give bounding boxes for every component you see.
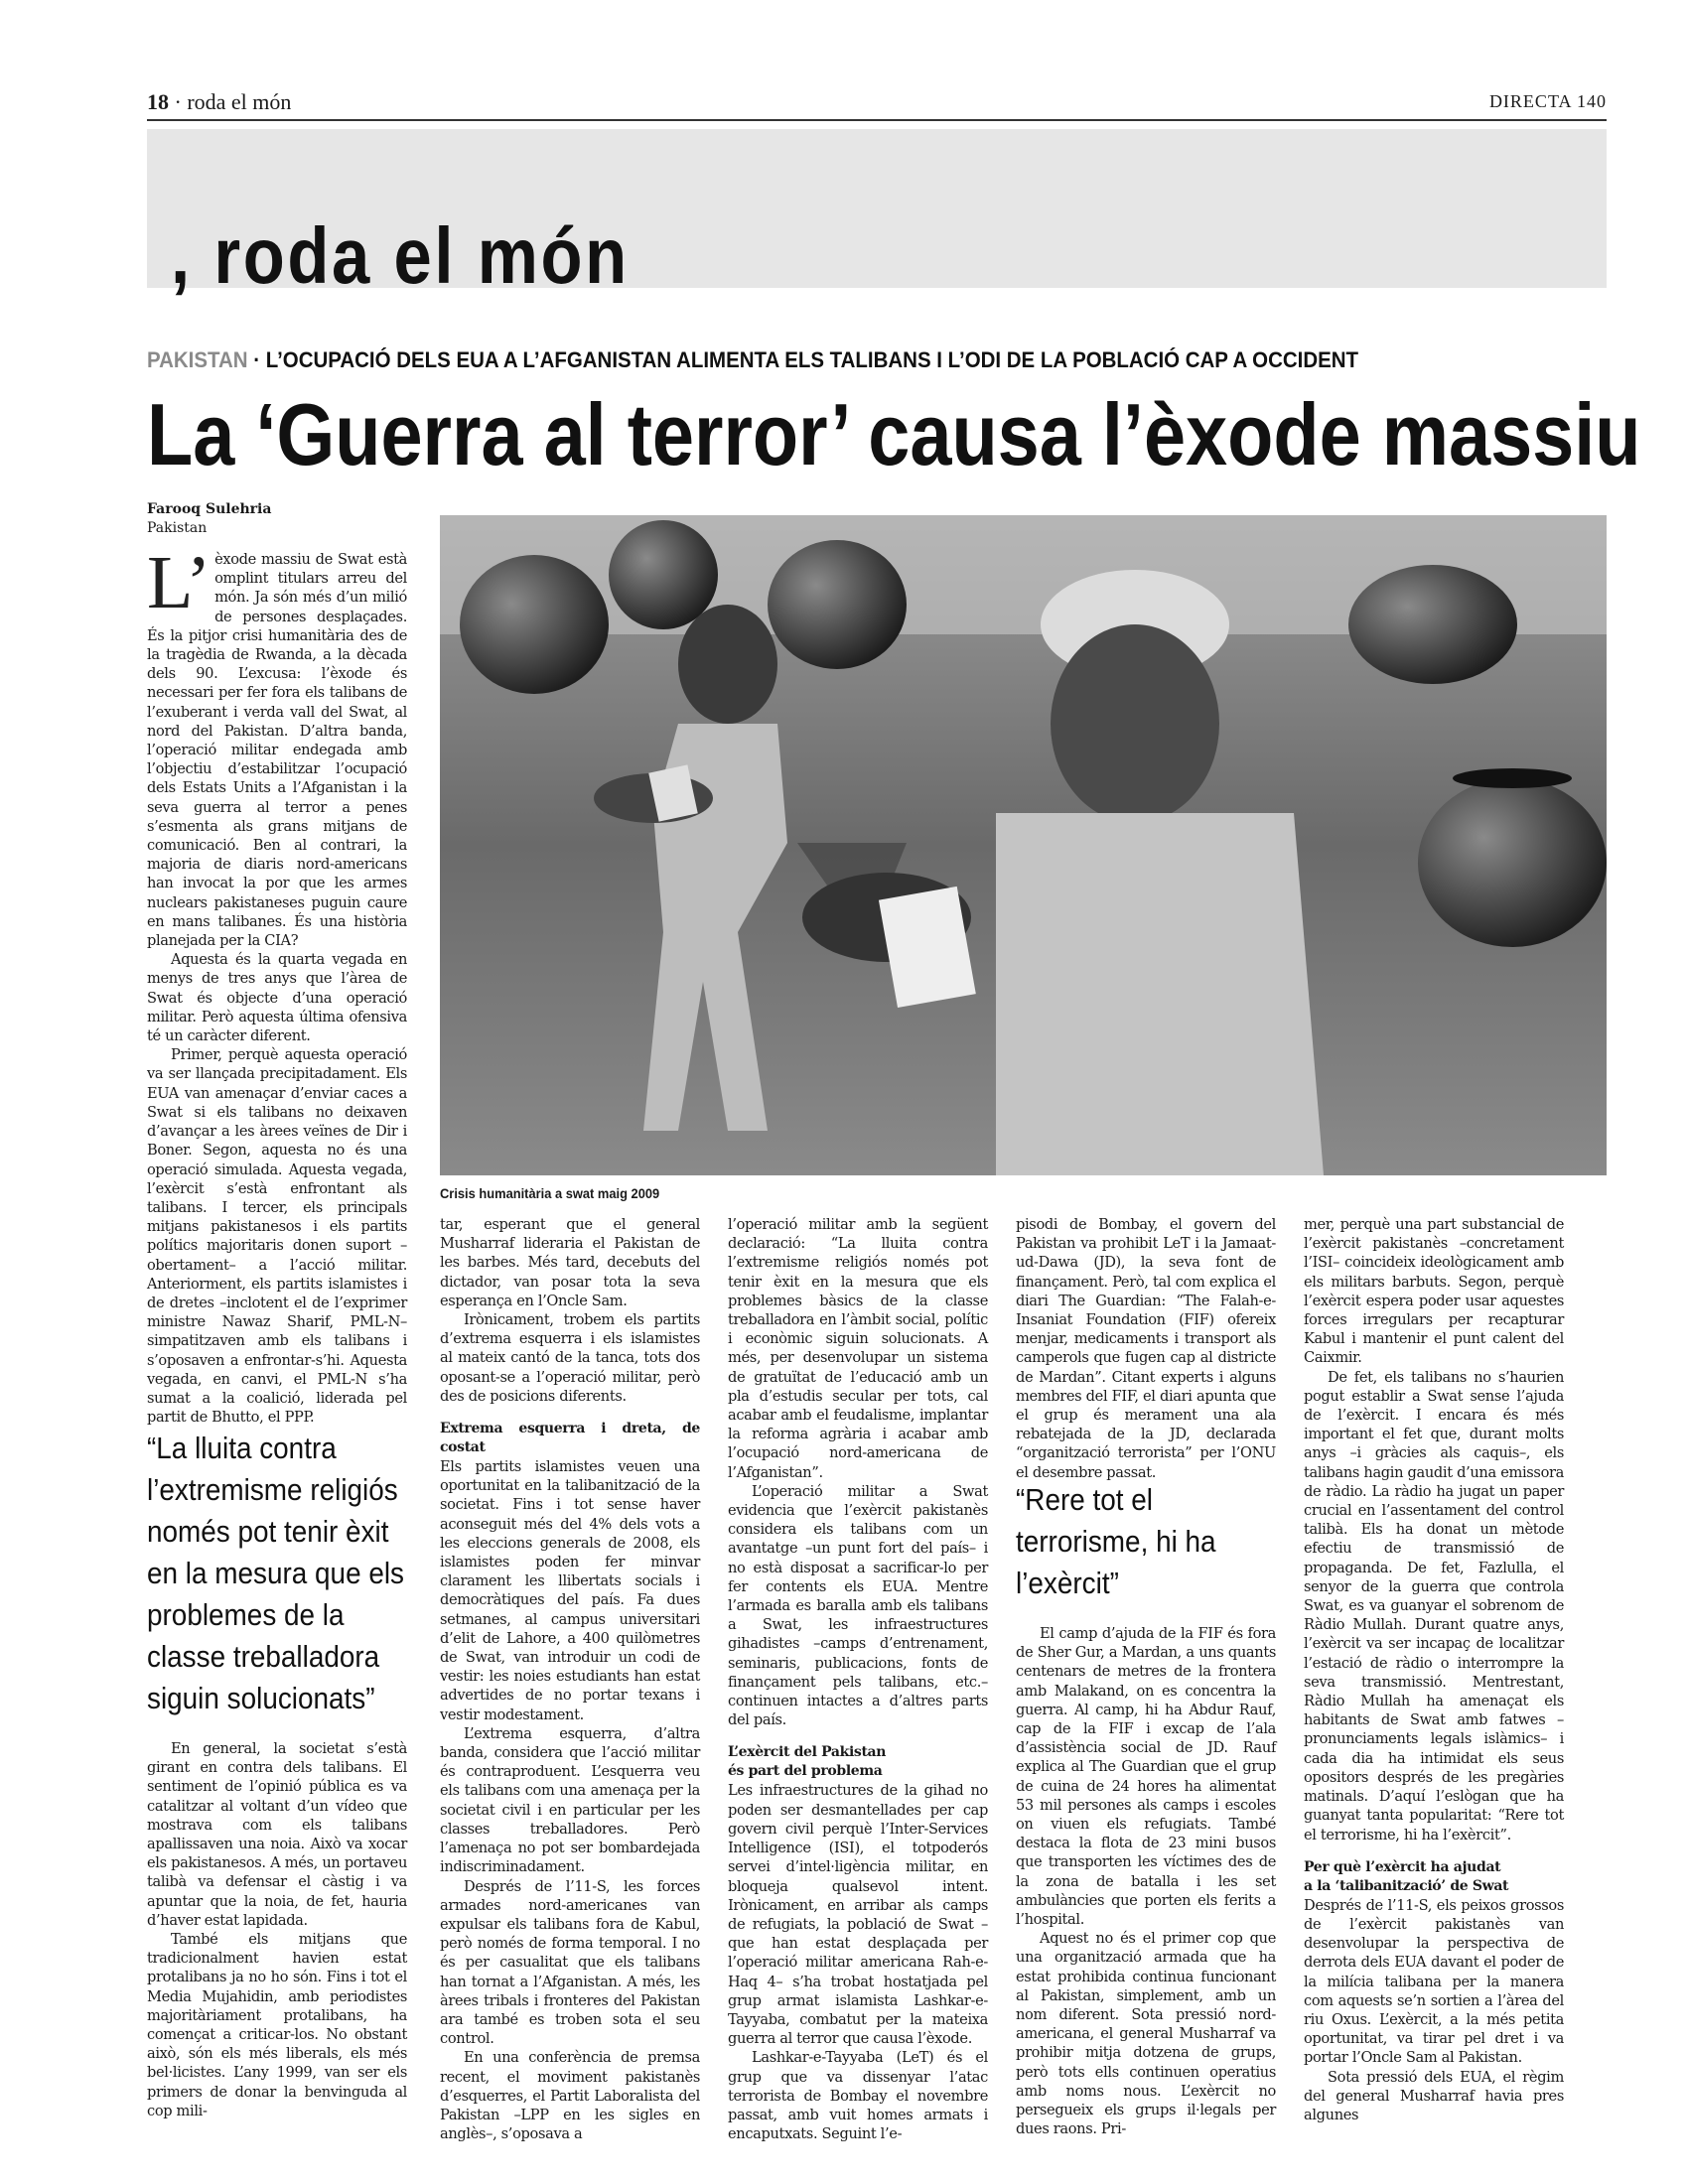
column-2 bbox=[440, 1215, 700, 2143]
lead-paragraph bbox=[147, 541, 407, 950]
subheading bbox=[728, 1743, 988, 1781]
paragraph: mer, perquè una part substancial de l’exèrcit pakistanès –concretament l’ISI– coincideix ideològicament amb els militars barbuts. Segon, perquè l’exèrcit espera poder usar aquestes forces irregulars per recapturar Kabul i mantenir el punt calent del Caixmir. bbox=[1304, 1216, 1564, 1367]
paragraph-text: èxode massiu de Swat està omplint titulars arreu del món. Ja són més d’un milió de persones desplaçades. És la pitjor crisi humanitària des de la tragèdia de Rwanda, a la dècada dels 90. L’excusa: l’èxode és necessari per fer fora els talibans de l’exuberant i verda vall del Swat, al nord del Pakistan. D’altra banda, l’operació militar endegada amb l’objectiu d’estabilitzar l’ocupació dels Estats Units a l’Afganistan i la seva guerra al terror a penes s’esmenta als grans mitjans de comunicació. Ben al contrari, la majoria de diaris nord-americans han invocat la por que les armes nuclears pakistaneses puguin caure en mans talibanes. És una història planejada per la CIA? bbox=[147, 551, 407, 950]
article-headline: La ‘Guerra al terror’ causa l’èxode massiu bbox=[147, 385, 1641, 483]
column-5 bbox=[1304, 1215, 1564, 2124]
column-1-lower bbox=[147, 1739, 407, 2120]
pull-quote-1: “La lluita contra l’extremisme religiós només pot tenir èxit en la mesura que els problemes de la classe treballadora siguin solucionats” bbox=[147, 1431, 405, 1715]
paragraph: Irònicament, trobem els partits d’extrema esquerra i els islamistes al mateix cantó de la tanca, tots dos oposant-se a l’operació militar, però des de posicions diferents. bbox=[440, 1311, 700, 1405]
paragraph: En una conferència de premsa recent, el moviment pakistanès d’esquerres, el Partit Laboralista del Pakistan –LPP en les sigles en anglès–, s’oposava a bbox=[440, 2049, 700, 2143]
column-1 bbox=[147, 541, 407, 1427]
article-kicker bbox=[147, 347, 1504, 373]
paragraph: Lashkar-e-Tayyaba (LeT) és el grup que va dissenyar l’atac terrorista de Bombay el novembre passat, amb vuit homes armats i encaputxats. Seguint l’e- bbox=[728, 2049, 988, 2143]
article-photo bbox=[440, 515, 1607, 1175]
running-section: · roda el món bbox=[169, 89, 292, 114]
kicker-country: PAKISTAN bbox=[147, 347, 248, 372]
byline bbox=[147, 500, 271, 538]
drop-cap: L’ bbox=[147, 541, 211, 624]
paragraph: Les infraestructures de la gihad no poden ser desmantellades per cap govern civil perquè l’Inter-Services Intelligence (ISI), el totpoderós servei d’intel·ligència militar, en bloqueja qualsevol intent. Irònicament, en arribar als camps de refugiats, la població de Swat –que han estat desplaçada per l’operació militar americana Rah-e-Haq 4– s’ha trobat hostatjada pel grup armat islamista Lashkar-e-Tayyaba, combatut per la mateixa guerra al terror que causa l’èxode. bbox=[728, 1782, 988, 2048]
paragraph: El camp d’ajuda de la FIF és fora de Sher Gur, a Mardan, a uns quants centenars de metres de la frontera amb Malakand, on es concentra la guerra. Al camp, hi ha Abdur Rauf, cap de la FIF i excap de l’ala d’assistència social de JD. Rauf explica al The Guardian que el grup de cuina de 24 hores ha alimentat 53 mil persones als camps i escoles on viuen els refugiats. També destaca la flota de 23 mini busos que transporten les víctimes des de la zona de batalla i les set ambulàncies que porten els ferits a l’hospital. bbox=[1016, 1625, 1276, 1929]
page-number: 18 bbox=[147, 89, 169, 114]
column-4-lower bbox=[1016, 1624, 1276, 2138]
author-name: Farooq Sulehria bbox=[147, 501, 272, 517]
column-3 bbox=[728, 1215, 988, 2143]
running-header bbox=[147, 87, 1607, 121]
paragraph: Els partits islamistes veuen una oportunitat en la talibanització de la societat. Fins i tot sense haver aconseguit més del 4% dels vots a les eleccions generals de 2008, els islamistes poden fer minvar clarament les llibertats socials i democràtiques del país. Fa dues setmanes, al campus universitari d’elit de Lahore, a 400 quilòmetres de Swat, van introduir un codi de vestir: les noies estudiants han estat advertides de no portar texans i vestir modestament. bbox=[440, 1458, 700, 1723]
photo-caption: Crisis humanitària a swat maig 2009 bbox=[440, 1185, 660, 1201]
pull-quote-2: “Rere tot el terrorisme, hi ha l’exèrcit” bbox=[1016, 1482, 1216, 1600]
paragraph: Aquesta és la quarta vegada en menys de tres anys que l’àrea de Swat és objecte d’una operació militar. Però aquesta última ofensiva té un caràcter diferent. bbox=[147, 951, 407, 1045]
paragraph: L’operació militar a Swat evidencia que l’exèrcit pakistanès considera els talibans com un avantatge –un punt fort del país– i no està disposat a sacrificar-lo per fer contents els EUA. Mentre l’armada es baralla amb els talibans a Swat, les infraestructures gihadistes –camps d’entrenament, seminaris, publicacions, fonts de finançament pels talibans, etc.– continuen intactes a d’altres parts del país. bbox=[728, 1482, 988, 1729]
paragraph: l’operació militar amb la següent declaració: “La lluita contra l’extremisme religiós només pot tenir èxit en la mesura que els problemes bàsics de la classe treballadora en l’àmbit social, polític i econòmic siguin solucionats. A més, per desenvolupar un sistema de gratuïtat de l’educació amb un pla d’estudis secular per tots, cal acabar amb el feudalisme, implantar la reforma agrària i acabar amb l’ocupació nord-americana de l’Afganistan”. bbox=[728, 1216, 988, 1481]
paragraph: Aquest no és el primer cop que una organització armada que ha estat prohibida continua funcionant al Pakistan, simplement, amb un nom diferent. Sota pressió nord-americana, el general Musharraf va prohibir mitja dotzena de grups, però tots ells continuen operatius amb noms nous. L’exèrcit no persegueix els grups il·legals per dues raons. Pri- bbox=[1016, 1930, 1276, 2138]
paragraph: L’extrema esquerra, d’altra banda, considera que l’acció militar és contraproduent. L’esquerra veu els talibans com una amenaça per la societat civil i en particular per les classes treballadores. Però l’amenaça no pot ser bombardejada indiscriminadament. bbox=[440, 1724, 700, 1876]
paragraph: Després de l’11-S, les forces armades nord-americanes van expulsar els talibans fora de Kabul, però només de forma temporal. I no és per casualitat que els talibans han tornat a l’Afganistan. A més, les àrees tribals i fronteres del Pakistan ara també es troben sota el seu control. bbox=[440, 1877, 700, 2048]
paragraph: De fet, els talibans no s’haurien pogut establir a Swat sense l’ajuda de l’exèrcit. I encara és més important el fet que, durant molts anys –i gràcies als caquis–, els talibans hagin gaudit d’una emissora de ràdio. La ràdio ha jugat un paper crucial en l’assentament del control talibà. Els ha donat un mètode efectiu de transmissió de propaganda. De fet, Fazlulla, el senyor de la guerra que controla Swat, es va guanyar el sobrenom de Ràdio Mullah. Durant quatre anys, l’exèrcit va ser incapaç de localitzar l’estació de ràdio o interrompre la seva transmissió. Mentrestant, Ràdio Mullah ha amenaçat els habitants de Swat amb fatwes –pronunciaments legals islàmics– i cada dia ha intimidat els seus opositors després de les pregàries matinals. D’aquí l’eslògan que ha guanyat tanta popularitat: “Rere tot el terrorisme, hi ha l’exèrcit”. bbox=[1304, 1368, 1564, 1843]
subheading-line-1: Per què l’exèrcit ha ajudat bbox=[1304, 1858, 1501, 1875]
paragraph: Primer, perquè aquesta operació va ser llançada precipitadament. Els EUA van amenaçar d’enviar caces a Swat si els talibans no deixaven d’avançar a les àrees veïnes de Dir i Boner. Segon, aquesta no és una operació simulada. Aquesta vegada, l’exèrcit s’està enfrontant als talibans. I tercer, els principals mitjans pakistanesos i els partits polítics majoritaris donen suport –obertament– a l’acció militar. Anteriorment, els partits islamistes i de dretes –inclotent el de l’exprimer ministre Nawaz Sharif, PML-N– simpatitzaven amb els talibans i s’oposaven a enfrontar-s’hi. Aquesta vegada, en canvi, el PML-N s’ha sumat a la coalició, liderada pel partit de Bhutto, el PPP. bbox=[147, 1046, 407, 1427]
kicker-text: · L’OCUPACIÓ DELS EUA A L’AFGANISTAN ALIMENTA ELS TALIBANS I L’ODI DE LA POBLACIÓ CAP A OCCIDENT bbox=[247, 347, 1359, 372]
subheading-line-1: L’exèrcit del Pakistan bbox=[728, 1744, 887, 1761]
paragraph: Sota pressió dels EUA, el règim del general Musharraf havia pres algunes bbox=[1304, 2068, 1564, 2123]
paragraph: També els mitjans que tradicionalment havien estat protalibans ja no ho són. Fins i tot el Media Mujahidin, amb periodistes majoritàriament protalibans, ha començat a criticar-los. No obstant això, són els més liberals, els més bel·licistes. L’any 1999, van ser els primers de donar la benvinguda al cop mili- bbox=[147, 1931, 407, 2119]
photo-illustration bbox=[440, 515, 1607, 1175]
subheading bbox=[1304, 1858, 1564, 1896]
subheading-line-2: a la ‘talibanització’ de Swat bbox=[1304, 1877, 1509, 1894]
publication-name: DIRECTA 140 bbox=[1488, 91, 1607, 111]
subheading: Extrema esquerra i dreta, de costat bbox=[440, 1421, 700, 1456]
paragraph: pisodi de Bombay, el govern del Pakistan va prohibit LeT i la Jamaat-ud-Dawa (JD), la seva font de finançament. Però, tal com explica el diari The Guardian: “The Falah-e-Insaniat Foundation (FIF) ofereix menjar, medicaments i transport als camperols que fugen cap al districte de Mardan”. Citant experts i alguns membres del FIF, el diari apunta que el grup és merament una ala rebatejada de la JD, declarada “organització terrorista” per l’ONU el desembre passat. bbox=[1016, 1216, 1276, 1481]
subheading-line-2: és part del problema bbox=[728, 1763, 883, 1780]
paragraph: tar, esperant que el general Musharraf lideraria el Pakistan de les barbes. Més tard, decebuts del dictador, van posar tota la seva esperança en l’Oncle Sam. bbox=[440, 1216, 700, 1309]
paragraph: Després de l’11-S, els peixos grossos de l’exèrcit pakistanès van desenvolupar la perspectiva de derrota dels EUA davant el poder de la milícia talibana per la manera com aquests se’n sortien a l’àrea del riu Oxus. L’exèrcit, a la més petita oportunitat, va tirar pel dret i va portar l’Oncle Sam al Pakistan. bbox=[1304, 1896, 1564, 2067]
author-location: Pakistan bbox=[147, 520, 208, 536]
paragraph: En general, la societat s’està girant en contra dels talibans. El sentiment de l’opinió pública es va catalitzar al voltant d’un vídeo que mostrava com els talibans apallissaven una noia. Això va xocar els pakistanesos. A més, un portaveu talibà va defensar el càstig i va apuntar que la noia, de fet, hauria d’haver estat lapidada. bbox=[147, 1740, 407, 1929]
running-header-left bbox=[147, 89, 291, 115]
section-title: , roda el món bbox=[171, 211, 630, 300]
column-4 bbox=[1016, 1215, 1276, 1482]
